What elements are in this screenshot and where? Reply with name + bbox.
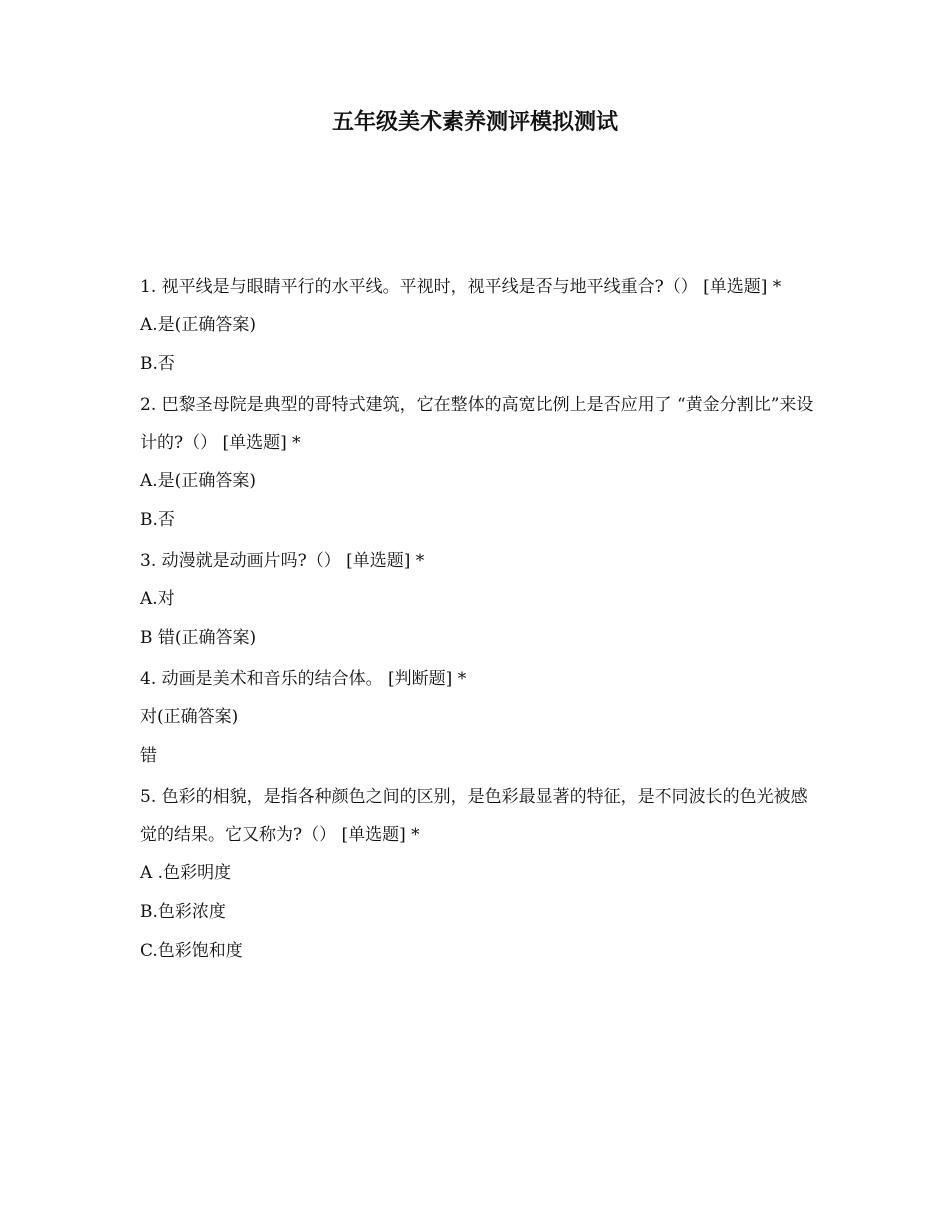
question-text: 1. 视平线是与眼睛平行的水平线。平视时，视平线是否与地平线重合?（） [单选题] * [140,277,782,297]
question-list [140,268,820,973]
question-text: 3. 动漫就是动画片吗?（） [单选题] * [140,551,425,571]
option-a: A.是(正确答案) [140,315,256,335]
question-1 [140,268,820,384]
question-text: 4. 动画是美术和音乐的结合体。 [判断题] * [140,669,467,689]
question-text: 5. 色彩的相貌，是指各种颜色之间的区别，是色彩最显著的特征，是不同波长的色光被感觉的结果。它又称为?（） [单选题] * [140,787,808,845]
question-4 [140,660,820,776]
question-text: 2. 巴黎圣母院是典型的哥特式建筑，它在整体的高宽比例上是否应用了 “黄金分割比”来设计的?（） [单选题] * [140,395,814,453]
option-b: B 错(正确答案) [140,628,257,648]
question-3 [140,542,820,658]
option-true: 对(正确答案) [140,707,239,727]
option-b: B.否 [140,354,175,374]
option-false: 错 [140,746,157,766]
option-a: A.是(正确答案) [140,471,256,491]
question-2 [140,386,820,540]
option-a: A.对 [140,589,175,609]
question-5 [140,778,820,971]
document-title: 五年级美术素养测评模拟测试 [331,110,618,135]
option-b: B.色彩浓度 [140,902,226,922]
option-b: B.否 [140,510,175,530]
option-c: C.色彩饱和度 [140,941,243,961]
option-a: A .色彩明度 [140,863,232,883]
